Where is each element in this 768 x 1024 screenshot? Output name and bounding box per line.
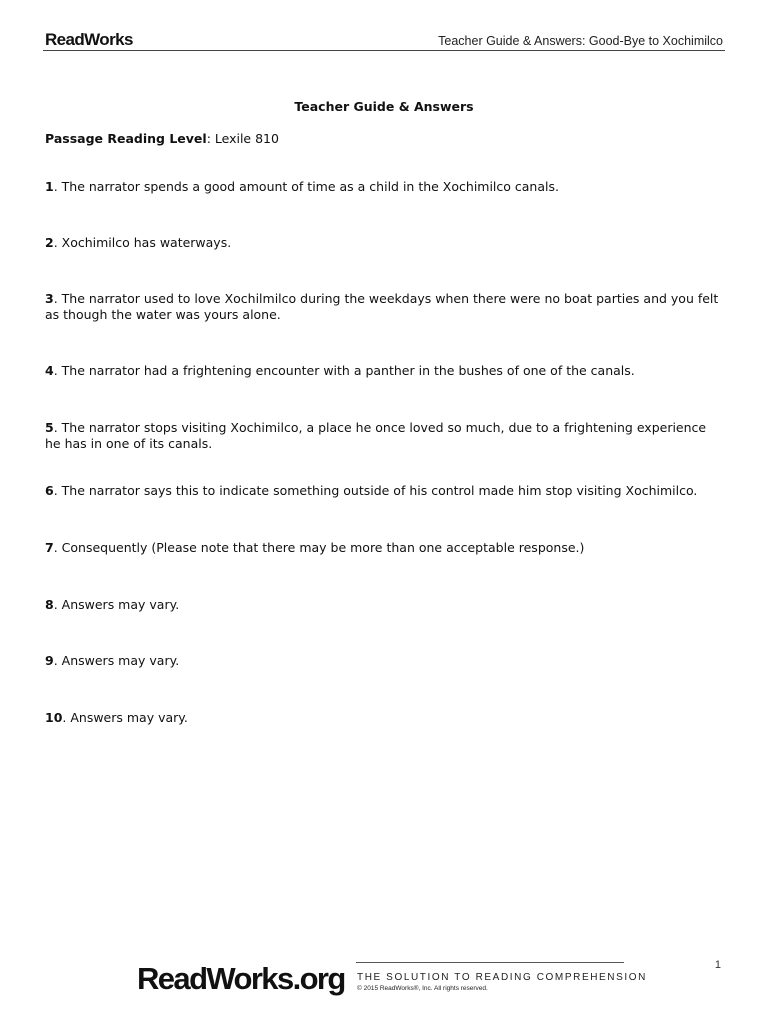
answer-text: . Answers may vary.: [53, 653, 180, 668]
document-title: Teacher Guide & Answers: [294, 99, 474, 114]
answer-number: 2: [45, 235, 54, 250]
answer-text: . Answers may vary.: [62, 710, 188, 725]
answer-number: 9: [45, 653, 54, 668]
page-number: 1: [714, 959, 721, 971]
answer-text: . The narrator had a frightening encounter with a panther in the bushes of one of the canals.: [53, 363, 635, 378]
reading-level: [45, 131, 279, 146]
footer-divider: [356, 962, 624, 963]
answer-item-5: [45, 420, 725, 452]
footer-logo: ReadWorks.org: [137, 961, 345, 996]
answer-number: 3: [45, 291, 54, 306]
answer-number: 10: [45, 710, 63, 725]
reading-level-value: Lexile 810: [214, 131, 279, 146]
header-divider: [43, 50, 725, 51]
answer-text: . Answers may vary.: [53, 597, 180, 612]
answer-number: 6: [45, 483, 54, 498]
footer-tagline: THE SOLUTION TO READING COMPREHENSION: [357, 972, 647, 983]
answer-text: . The narrator used to love Xochilmilco during the weekdays when there were no boat parties and you felt as though the water was yours alone.: [45, 291, 719, 322]
header-title: Teacher Guide & Answers: Good-Bye to Xochimilco: [438, 34, 723, 48]
answer-item-1: [45, 179, 725, 195]
answer-item-10: [45, 710, 725, 726]
header-logo: ReadWorks: [45, 30, 133, 49]
answer-text: . Xochimilco has waterways.: [53, 235, 232, 250]
answer-item-2: [45, 235, 725, 251]
answer-item-3: [45, 291, 725, 323]
reading-level-label: Passage Reading Level: [45, 131, 207, 146]
answer-item-9: [45, 653, 725, 669]
answer-item-8: [45, 597, 725, 613]
answer-text: . The narrator says this to indicate something outside of his control made him stop visiting Xochimilco.: [53, 483, 698, 498]
answer-text: . The narrator stops visiting Xochimilco, a place he once loved so much, due to a frightening experience he has in one of its canals.: [45, 420, 707, 451]
answer-number: 5: [45, 420, 54, 435]
answer-number: 7: [45, 540, 54, 555]
answer-text: . The narrator spends a good amount of time as a child in the Xochimilco canals.: [53, 179, 559, 194]
answer-item-6: [45, 483, 725, 499]
answer-item-7: [45, 540, 725, 556]
answer-number: 4: [45, 363, 54, 378]
answer-number: 8: [45, 597, 54, 612]
footer-copyright: © 2015 ReadWorks®, Inc. All rights reserved.: [357, 985, 488, 992]
answer-number: 1: [45, 179, 54, 194]
answer-item-4: [45, 363, 725, 379]
reading-level-separator: :: [206, 131, 215, 146]
answer-text: . Consequently (Please note that there may be more than one acceptable response.): [53, 540, 585, 555]
